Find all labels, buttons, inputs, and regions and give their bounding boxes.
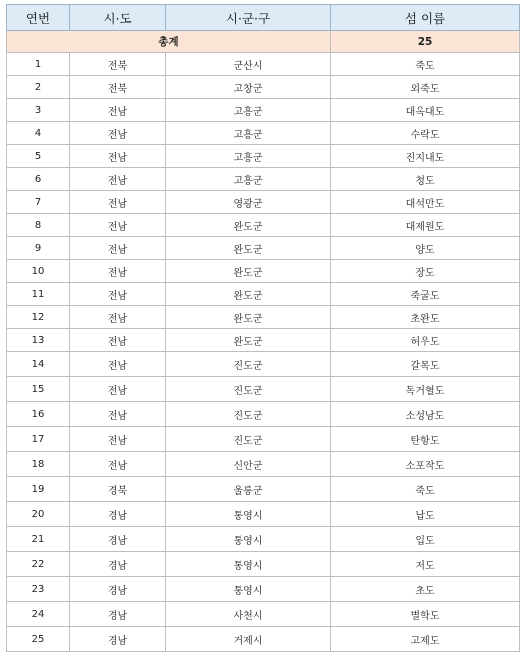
cell-district: 통영시: [166, 577, 331, 602]
table-row: [7, 527, 520, 552]
cell-number: 19: [7, 477, 70, 502]
table-row: [7, 260, 520, 283]
cell-district: 고흥군: [166, 122, 331, 145]
cell-island-name: 대제원도: [331, 214, 520, 237]
cell-island-name: 갈목도: [331, 352, 520, 377]
cell-number: 13: [7, 329, 70, 352]
header-number: 연번: [7, 5, 70, 31]
cell-island-name: 양도: [331, 237, 520, 260]
cell-island-name: 초완도: [331, 306, 520, 329]
cell-island-name: 별학도: [331, 602, 520, 627]
cell-province: 경남: [70, 577, 166, 602]
cell-district: 울릉군: [166, 477, 331, 502]
cell-province: 전남: [70, 306, 166, 329]
cell-number: 20: [7, 502, 70, 527]
cell-district: 통영시: [166, 527, 331, 552]
cell-district: 사천시: [166, 602, 331, 627]
cell-district: 신안군: [166, 452, 331, 477]
cell-number: 22: [7, 552, 70, 577]
cell-district: 진도군: [166, 427, 331, 452]
cell-number: 17: [7, 427, 70, 452]
cell-number: 4: [7, 122, 70, 145]
cell-district: 영광군: [166, 191, 331, 214]
cell-island-name: 소포작도: [331, 452, 520, 477]
cell-number: 2: [7, 76, 70, 99]
cell-number: 24: [7, 602, 70, 627]
cell-district: 거제시: [166, 627, 331, 652]
cell-island-name: 진지내도: [331, 145, 520, 168]
cell-island-name: 대석만도: [331, 191, 520, 214]
cell-district: 군산시: [166, 53, 331, 76]
cell-province: 경남: [70, 552, 166, 577]
cell-district: 통영시: [166, 502, 331, 527]
total-value: 25: [331, 31, 520, 53]
cell-island-name: 고제도: [331, 627, 520, 652]
header-island-name: 섬 이름: [331, 5, 520, 31]
cell-province: 전남: [70, 99, 166, 122]
table-row: [7, 214, 520, 237]
table-row: [7, 122, 520, 145]
cell-district: 고창군: [166, 76, 331, 99]
total-row: [7, 31, 520, 53]
cell-number: 6: [7, 168, 70, 191]
cell-district: 완도군: [166, 329, 331, 352]
cell-number: 7: [7, 191, 70, 214]
table-row: [7, 145, 520, 168]
cell-province: 전남: [70, 237, 166, 260]
header-row: [7, 5, 520, 31]
cell-number: 23: [7, 577, 70, 602]
island-table: [6, 4, 520, 652]
table-row: [7, 627, 520, 652]
cell-island-name: 탄항도: [331, 427, 520, 452]
table-row: [7, 168, 520, 191]
cell-province: 전남: [70, 283, 166, 306]
table-row: [7, 283, 520, 306]
table-row: [7, 53, 520, 76]
cell-province: 전남: [70, 260, 166, 283]
cell-province: 경남: [70, 502, 166, 527]
table-row: [7, 452, 520, 477]
cell-number: 10: [7, 260, 70, 283]
cell-district: 통영시: [166, 552, 331, 577]
cell-district: 완도군: [166, 237, 331, 260]
table-row: [7, 329, 520, 352]
cell-number: 14: [7, 352, 70, 377]
cell-province: 경남: [70, 527, 166, 552]
table-row: [7, 427, 520, 452]
table-row: [7, 377, 520, 402]
cell-number: 25: [7, 627, 70, 652]
cell-number: 16: [7, 402, 70, 427]
cell-province: 전남: [70, 452, 166, 477]
cell-island-name: 소성남도: [331, 402, 520, 427]
cell-island-name: 대옥대도: [331, 99, 520, 122]
cell-island-name: 죽굴도: [331, 283, 520, 306]
table-row: [7, 191, 520, 214]
cell-island-name: 허우도: [331, 329, 520, 352]
cell-province: 전남: [70, 329, 166, 352]
table-row: [7, 502, 520, 527]
table-row: [7, 99, 520, 122]
table-row: [7, 602, 520, 627]
cell-district: 완도군: [166, 214, 331, 237]
table-row: [7, 477, 520, 502]
cell-island-name: 죽도: [331, 53, 520, 76]
cell-province: 전남: [70, 352, 166, 377]
cell-province: 경남: [70, 627, 166, 652]
cell-district: 진도군: [166, 377, 331, 402]
cell-province: 전남: [70, 214, 166, 237]
table-row: [7, 237, 520, 260]
cell-district: 진도군: [166, 402, 331, 427]
cell-province: 전남: [70, 427, 166, 452]
cell-number: 11: [7, 283, 70, 306]
cell-district: 완도군: [166, 260, 331, 283]
header-province: 시·도: [70, 5, 166, 31]
island-table-container: [6, 4, 520, 652]
cell-district: 고흥군: [166, 145, 331, 168]
cell-province: 전남: [70, 145, 166, 168]
cell-island-name: 장도: [331, 260, 520, 283]
cell-district: 고흥군: [166, 168, 331, 191]
cell-number: 3: [7, 99, 70, 122]
total-label: 총계: [7, 31, 331, 53]
cell-province: 경북: [70, 477, 166, 502]
cell-island-name: 저도: [331, 552, 520, 577]
cell-island-name: 수락도: [331, 122, 520, 145]
cell-province: 전남: [70, 168, 166, 191]
cell-province: 전북: [70, 53, 166, 76]
table-row: [7, 402, 520, 427]
cell-district: 완도군: [166, 283, 331, 306]
cell-province: 전남: [70, 122, 166, 145]
cell-number: 12: [7, 306, 70, 329]
table-row: [7, 306, 520, 329]
cell-number: 18: [7, 452, 70, 477]
cell-number: 21: [7, 527, 70, 552]
cell-province: 경남: [70, 602, 166, 627]
cell-district: 고흥군: [166, 99, 331, 122]
cell-province: 전남: [70, 191, 166, 214]
table-row: [7, 577, 520, 602]
cell-island-name: 납도: [331, 502, 520, 527]
cell-island-name: 입도: [331, 527, 520, 552]
cell-number: 5: [7, 145, 70, 168]
cell-island-name: 독거혈도: [331, 377, 520, 402]
header-district: 시·군·구: [166, 5, 331, 31]
cell-number: 9: [7, 237, 70, 260]
cell-number: 15: [7, 377, 70, 402]
cell-number: 8: [7, 214, 70, 237]
table-row: [7, 552, 520, 577]
cell-island-name: 초도: [331, 577, 520, 602]
cell-island-name: 외죽도: [331, 76, 520, 99]
cell-province: 전북: [70, 76, 166, 99]
cell-island-name: 죽도: [331, 477, 520, 502]
cell-number: 1: [7, 53, 70, 76]
cell-province: 전남: [70, 402, 166, 427]
table-row: [7, 76, 520, 99]
table-row: [7, 352, 520, 377]
cell-island-name: 청도: [331, 168, 520, 191]
cell-province: 전남: [70, 377, 166, 402]
cell-district: 완도군: [166, 306, 331, 329]
cell-district: 진도군: [166, 352, 331, 377]
